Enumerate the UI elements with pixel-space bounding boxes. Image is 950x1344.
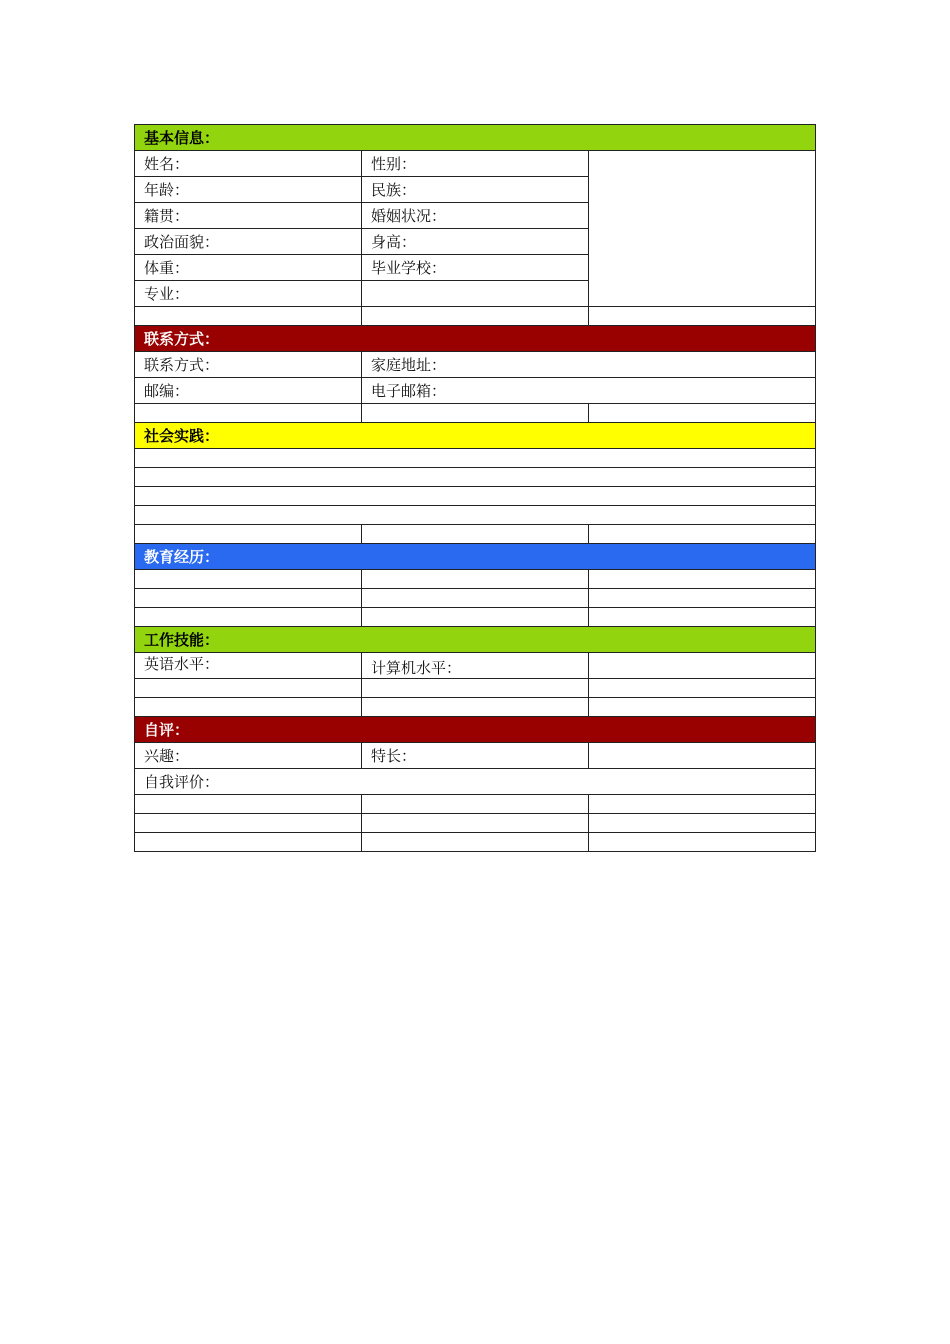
education-cell[interactable] xyxy=(362,589,589,608)
empty-cell[interactable] xyxy=(589,743,816,769)
empty-cell[interactable] xyxy=(589,833,816,852)
education-section-header xyxy=(135,544,816,570)
social-practice-row[interactable] xyxy=(135,449,816,468)
marital-status-field[interactable]: 婚姻状况： xyxy=(362,203,589,229)
empty-cell[interactable] xyxy=(135,833,362,852)
education-header: 教育经历： xyxy=(135,544,816,570)
english-level-field[interactable]: 英语水平： xyxy=(135,653,362,679)
empty-cell[interactable] xyxy=(589,814,816,833)
self-eval-header: 自评： xyxy=(135,717,816,743)
empty-cell[interactable] xyxy=(362,795,589,814)
empty-cell[interactable] xyxy=(135,698,362,717)
education-cell[interactable] xyxy=(589,608,816,627)
empty-cell[interactable] xyxy=(362,698,589,717)
phone-field[interactable]: 联系方式： xyxy=(135,352,362,378)
education-cell[interactable] xyxy=(362,608,589,627)
major-field[interactable]: 专业： xyxy=(135,281,362,307)
education-cell[interactable] xyxy=(589,570,816,589)
empty-cell[interactable] xyxy=(135,307,362,326)
age-field[interactable]: 年龄： xyxy=(135,177,362,203)
empty-cell[interactable] xyxy=(135,795,362,814)
school-field[interactable]: 毕业学校： xyxy=(362,255,589,281)
social-practice-row[interactable] xyxy=(135,506,816,525)
photo-box[interactable] xyxy=(589,151,816,307)
political-status-field[interactable]: 政治面貌： xyxy=(135,229,362,255)
empty-cell[interactable] xyxy=(362,833,589,852)
self-eval-section-header xyxy=(135,717,816,743)
empty-cell[interactable] xyxy=(362,307,589,326)
empty-cell[interactable] xyxy=(135,525,362,544)
weight-field[interactable]: 体重： xyxy=(135,255,362,281)
education-cell[interactable] xyxy=(135,608,362,627)
ethnicity-field[interactable]: 民族： xyxy=(362,177,589,203)
address-field[interactable]: 家庭地址： xyxy=(362,352,816,378)
empty-cell[interactable] xyxy=(135,814,362,833)
empty-cell[interactable] xyxy=(362,814,589,833)
email-field[interactable]: 电子邮箱： xyxy=(362,378,816,404)
basic-info-header: 基本信息： xyxy=(135,125,816,151)
self-evaluation-field[interactable]: 自我评价： xyxy=(135,769,816,795)
computer-level-field[interactable]: 计算机水平： xyxy=(362,653,589,679)
empty-cell[interactable] xyxy=(589,525,816,544)
postcode-field[interactable]: 邮编： xyxy=(135,378,362,404)
height-field[interactable]: 身高： xyxy=(362,229,589,255)
social-practice-header: 社会实践： xyxy=(135,423,816,449)
social-practice-row[interactable] xyxy=(135,468,816,487)
basic-info-section-header xyxy=(135,125,816,151)
empty-cell[interactable] xyxy=(135,404,362,423)
specialty-field[interactable]: 特长： xyxy=(362,743,589,769)
skills-section-header xyxy=(135,627,816,653)
education-cell[interactable] xyxy=(589,589,816,608)
empty-cell[interactable] xyxy=(362,281,589,307)
gender-field[interactable]: 性别： xyxy=(362,151,589,177)
empty-cell[interactable] xyxy=(135,679,362,698)
education-cell[interactable] xyxy=(362,570,589,589)
empty-cell[interactable] xyxy=(362,679,589,698)
skills-header: 工作技能： xyxy=(135,627,816,653)
resume-table xyxy=(134,124,816,852)
empty-cell[interactable] xyxy=(589,404,816,423)
empty-cell[interactable] xyxy=(362,525,589,544)
empty-cell[interactable] xyxy=(589,795,816,814)
education-cell[interactable] xyxy=(135,570,362,589)
contact-section-header xyxy=(135,326,816,352)
native-place-field[interactable]: 籍贯： xyxy=(135,203,362,229)
empty-cell[interactable] xyxy=(589,653,816,679)
empty-cell[interactable] xyxy=(589,698,816,717)
empty-cell[interactable] xyxy=(589,679,816,698)
social-practice-row[interactable] xyxy=(135,487,816,506)
education-cell[interactable] xyxy=(135,589,362,608)
social-practice-section-header xyxy=(135,423,816,449)
empty-cell[interactable] xyxy=(589,307,816,326)
empty-cell[interactable] xyxy=(362,404,589,423)
name-field[interactable]: 姓名： xyxy=(135,151,362,177)
contact-header: 联系方式： xyxy=(135,326,816,352)
interests-field[interactable]: 兴趣： xyxy=(135,743,362,769)
